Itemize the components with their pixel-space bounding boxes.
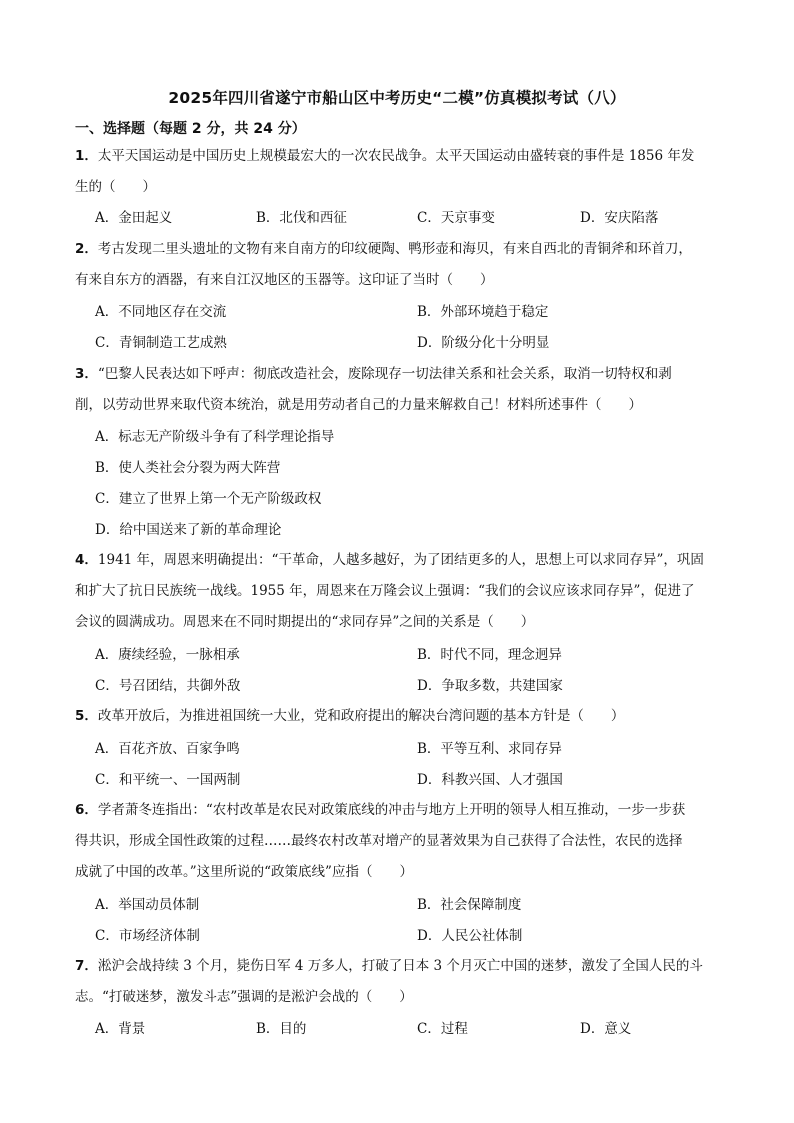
question-number: 7． [75, 958, 98, 974]
option-a[interactable]: A．举国动员体制 [95, 897, 200, 913]
option-d[interactable]: D．科教兴国、人才强国 [417, 772, 563, 788]
question-5 [75, 701, 723, 732]
question-number: 4． [75, 552, 98, 568]
page-title: 2025年四川省遂宁市船山区中考历史“二模”仿真模拟考试（八） [168, 89, 626, 107]
question-line: 得共识，形成全国性政策的过程……最终农村改革对增产的显著效果为自己获得了合法性，农民的选择 [75, 833, 683, 849]
question-number: 2． [75, 241, 98, 257]
option-d[interactable]: D．意义 [580, 1021, 632, 1037]
section-heading: 一、选择题（每题 2 分，共 24 分） [75, 121, 306, 137]
option-a[interactable]: A．背景 [95, 1021, 146, 1037]
option-d[interactable]: D．阶级分化十分明显 [417, 335, 550, 351]
option-d[interactable]: D．人民公社体制 [417, 928, 523, 944]
option-b[interactable]: B．北伐和西征 [256, 210, 347, 226]
option-c[interactable]: C．青铜制造工艺成熟 [95, 335, 227, 351]
option-c[interactable]: C．市场经济体制 [95, 928, 200, 944]
option-c[interactable]: C．天京事变 [417, 210, 495, 226]
option-b[interactable]: B．社会保障制度 [417, 897, 522, 913]
question-number: 5． [75, 708, 98, 724]
option-c[interactable]: C．号召团结，共御外敌 [95, 678, 241, 694]
question-line: 4．1941 年，周恩来明确提出：“干革命，人越多越好，为了团结更多的人，思想上可以求同存异”，巩固 [75, 552, 704, 568]
question-line: 志。“打破迷梦，激发斗志”强调的是淞沪会战的（ ） [75, 989, 413, 1005]
question-line: 和扩大了抗日民族统一战线。1955 年，周恩来在万隆会议上强调：“我们的会议应该求同存异”，促进了 [75, 583, 695, 599]
option-a[interactable]: A．赓续经验，一脉相承 [95, 647, 240, 663]
option-a[interactable]: A．标志无产阶级斗争有了科学理论指导 [95, 429, 335, 445]
question-number: 6． [75, 802, 98, 818]
option-b[interactable]: B．时代不同，理念迥异 [417, 647, 562, 663]
question-6 [75, 795, 723, 888]
option-d[interactable]: D．争取多数，共建国家 [417, 678, 563, 694]
question-line: 成就了中国的改革。”这里所说的“政策底线”应指（ ） [75, 864, 413, 880]
question-line: 会议的圆满成功。周恩来在不同时期提出的“求同存异”之间的关系是（ ） [75, 614, 535, 630]
option-b[interactable]: B．目的 [256, 1021, 307, 1037]
option-a[interactable]: A．不同地区存在交流 [95, 304, 227, 320]
option-a[interactable]: A．金田起义 [95, 210, 173, 226]
question-line: 生的（ ） [75, 179, 156, 195]
question-line: 6．学者萧冬连指出：“农村改革是农民对政策底线的冲击与地方上开明的领导人相互推动，一步一步获 [75, 802, 686, 818]
question-1 [75, 141, 723, 203]
question-3 [75, 359, 723, 421]
option-d[interactable]: D．给中国送来了新的革命理论 [95, 522, 282, 538]
option-c[interactable]: C．建立了世界上第一个无产阶级政权 [95, 491, 322, 507]
question-line: 5．改革开放后，为推进祖国统一大业，党和政府提出的解决台湾问题的基本方针是（ ） [75, 708, 625, 724]
question-line: 7．淞沪会战持续 3 个月，毙伤日军 4 万多人，打破了日本 3 个月灭亡中国的迷梦，激发了全国人民的斗 [75, 958, 703, 974]
question-line: 削，以劳动世界来取代资本统治，就是用劳动者自己的力量来解救自己！材料所述事件（ ） [75, 397, 642, 413]
question-number: 1． [75, 148, 98, 164]
question-line: 2．考古发现二里头遗址的文物有来自南方的印纹硬陶、鸭形壶和海贝，有来自西北的青铜斧和环首刀， [75, 241, 692, 257]
option-b[interactable]: B．外部环境趋于稳定 [417, 304, 549, 320]
option-a[interactable]: A．百花齐放、百家争鸣 [95, 741, 240, 757]
option-c[interactable]: C．和平统一、一国两制 [95, 772, 241, 788]
question-7 [75, 951, 723, 1013]
option-c[interactable]: C．过程 [417, 1021, 468, 1037]
question-line: 1．太平天国运动是中国历史上规模最宏大的一次农民战争。太平天国运动由盛转衰的事件是 1856 年发 [75, 148, 695, 164]
question-number: 3． [75, 366, 98, 382]
question-line: 3．“巴黎人民表达如下呼声：彻底改造社会，废除现存一切法律关系和社会关系，取消一切特权和剥 [75, 366, 672, 382]
option-b[interactable]: B．使人类社会分裂为两大阵营 [95, 460, 281, 476]
question-line: 有来自东方的酒器，有来自江汉地区的玉器等。这印证了当时（ ） [75, 272, 494, 288]
option-d[interactable]: D．安庆陷落 [580, 210, 659, 226]
question-4 [75, 545, 723, 638]
question-2 [75, 234, 723, 296]
option-b[interactable]: B．平等互利、求同存异 [417, 741, 562, 757]
